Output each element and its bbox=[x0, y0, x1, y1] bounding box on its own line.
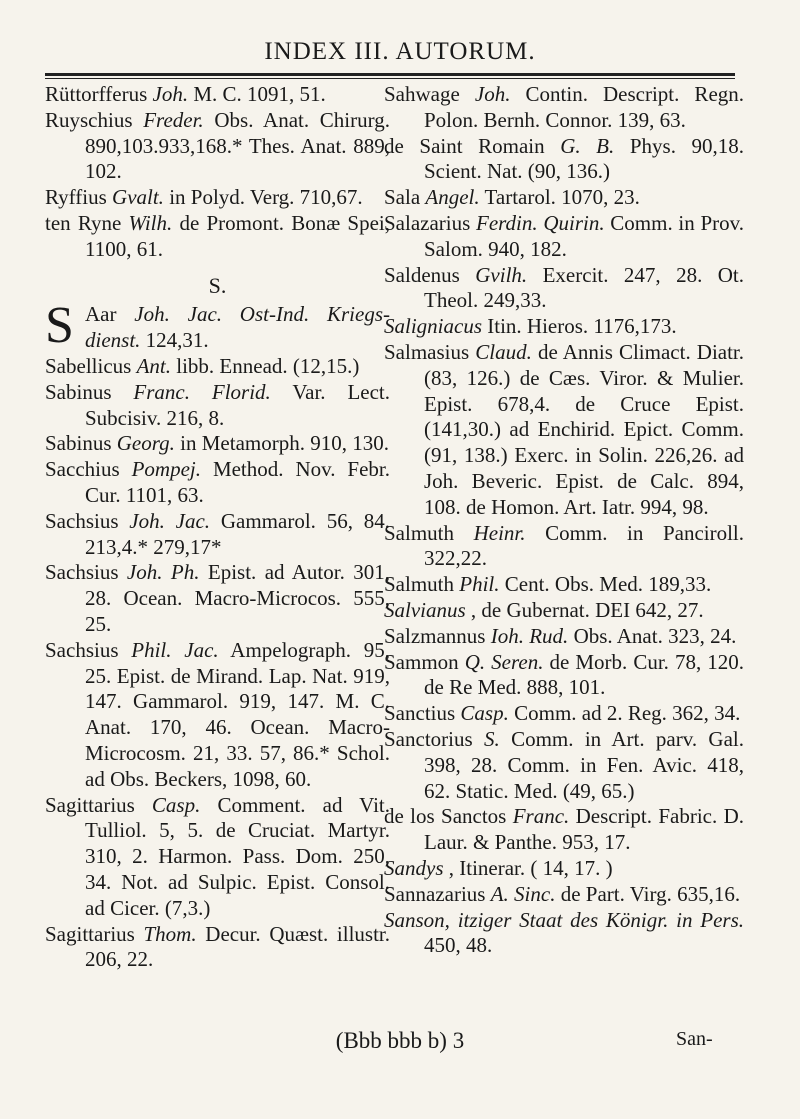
author-given-name: Joh. Ph. bbox=[126, 560, 200, 585]
author-given-name: Sanson, itziger Staat des Königr. in Pers. bbox=[384, 907, 744, 932]
author-name: Sacchius bbox=[45, 457, 120, 482]
index-entry bbox=[384, 211, 744, 263]
author-name: Sammon bbox=[384, 649, 459, 674]
author-given-name: Claud. bbox=[475, 339, 532, 364]
work-reference: Var. Lect. Subcisiv. 216, 8. bbox=[85, 379, 390, 430]
author-given-name: Phil. bbox=[459, 572, 500, 597]
index-entry bbox=[384, 134, 744, 186]
author-given-name: Franc. Florid. bbox=[133, 379, 271, 404]
author-name: Salzmannus bbox=[384, 623, 486, 648]
work-reference: 124,31. bbox=[145, 328, 209, 353]
author-given-name: Ferdin. Quirin. bbox=[476, 210, 605, 235]
author-given-name: Franc. bbox=[512, 804, 570, 829]
index-entry bbox=[384, 598, 744, 624]
author-name: Sagittarius bbox=[45, 792, 135, 817]
index-entry bbox=[45, 922, 390, 974]
work-reference: Phys. 90,18. Scient. Nat. (90, 136.) bbox=[424, 133, 745, 184]
work-reference: Contin. Descript. Regn. Polon. Bernh. Connor. 139, 63. bbox=[424, 82, 745, 132]
work-reference: de Morb. Cur. 78, 120. de Re Med. 888, 101. bbox=[424, 649, 745, 700]
index-entry bbox=[384, 624, 744, 650]
author-given-name: Wilh. bbox=[128, 210, 173, 235]
section-letter: S. bbox=[208, 272, 227, 298]
index-entry bbox=[45, 297, 390, 355]
author-name: Sabellicus bbox=[45, 353, 132, 378]
author-name: Sala bbox=[384, 185, 421, 210]
author-given-name: Joh. Jac. bbox=[129, 508, 211, 533]
author-name: Ruyschius bbox=[45, 107, 133, 132]
work-reference: Tartarol. 1070, 23. bbox=[484, 185, 640, 210]
author-name: Salmuth bbox=[384, 572, 455, 597]
index-entry bbox=[45, 509, 390, 561]
author-given-name: Gvilh. bbox=[475, 262, 528, 287]
author-name: Salmuth bbox=[384, 520, 455, 545]
work-reference: Comm. ad 2. Reg. 362, 34. bbox=[514, 701, 741, 726]
author-name: de los Sanctos bbox=[384, 804, 507, 829]
index-entry bbox=[45, 457, 390, 509]
index-entry bbox=[384, 82, 744, 134]
index-entry bbox=[384, 908, 744, 960]
author-given-name: Casp. bbox=[460, 701, 509, 726]
author-name: Rüttorfferus bbox=[45, 82, 148, 106]
author-given-name: Ioh. Rud. bbox=[490, 623, 569, 648]
work-reference: libb. Ennead. (12,15.) bbox=[176, 353, 360, 378]
author-given-name: Freder. bbox=[143, 107, 204, 132]
author-given-name: Saligniacus bbox=[384, 314, 482, 339]
index-entry bbox=[384, 650, 744, 702]
author-given-name: Thom. bbox=[143, 921, 197, 946]
index-entry bbox=[45, 793, 390, 922]
author-given-name: Joh. Jac. Ost-Ind. Kriegs-dienst. bbox=[85, 302, 390, 353]
author-given-name: Angel. bbox=[425, 185, 480, 210]
work-reference: Comment. ad Vit. Tulliol. 5, 5. de Cruciat. Martyr. 310, 2. Harmon. Pass. Dom. 250, 34. Not. ad Sulpic. Epist. Consol. ad Cicer. (7,3.) bbox=[85, 792, 390, 920]
index-entry bbox=[45, 431, 390, 457]
author-name: Ryffius bbox=[45, 185, 107, 210]
work-reference: Ampelograph. 95, 25. Epist. de Mirand. Lap. Nat. 919, 147. Gammarol. 919, 147. M. C. Anat. 170, 46. Ocean. Macro-Microcosm. 21, 33. 57, 86.* Schol. ad Obs. Beckers, 1098, 60. bbox=[85, 637, 391, 791]
work-reference: Comm. in Panciroll. 322,22. bbox=[424, 520, 745, 571]
work-reference: de Annis Climact. Diatr. (83, 126.) de Cæs. Viror. & Mulier. Epist. 678,4. de Cruce Epist. (141,30.) ad Enchirid. Epict. Comm. (91, 138.) Exerc. in Solin. 226,26. ad Joh. Beveric. Epist. de Calc. 894, 108. de Homon. Art. Iatr. 994, 98. bbox=[424, 339, 745, 519]
author-given-name: Salvianus bbox=[384, 597, 466, 622]
work-reference: Descript. Fabric. D. Laur. & Panthe. 953, 17. bbox=[424, 804, 744, 855]
catchword: San- bbox=[676, 1028, 713, 1050]
author-name: Aar bbox=[85, 302, 135, 327]
work-reference: in Metamorph. 910, 130. bbox=[180, 431, 389, 456]
author-name: Salazarius bbox=[384, 210, 471, 235]
index-entry bbox=[45, 380, 390, 432]
work-reference: , de Gubernat. DEI 642, 27. bbox=[470, 597, 704, 622]
author-given-name: A. Sinc. bbox=[490, 881, 556, 906]
author-name: Saldenus bbox=[384, 262, 460, 287]
work-reference: Obs. Anat. Chirurg. 890,103.933,168.* Thes. Anat. 889, 102. bbox=[85, 107, 390, 184]
index-entry bbox=[45, 211, 390, 263]
index-entry bbox=[384, 727, 744, 804]
author-given-name: Ant. bbox=[136, 353, 171, 378]
author-name: Sanctorius bbox=[384, 726, 473, 751]
right-column bbox=[384, 82, 744, 959]
index-entry bbox=[384, 314, 744, 340]
author-given-name: Q. Seren. bbox=[464, 649, 544, 674]
index-entry bbox=[384, 701, 744, 727]
author-name: Sachsius bbox=[45, 508, 119, 533]
author-given-name: Sandys bbox=[384, 855, 444, 880]
author-given-name: Heinr. bbox=[473, 520, 526, 545]
index-entry bbox=[384, 882, 744, 908]
author-name: de Saint Romain bbox=[384, 133, 545, 158]
author-given-name: Georg. bbox=[116, 431, 175, 456]
author-name: Sabinus bbox=[45, 379, 112, 404]
index-entry bbox=[45, 638, 390, 793]
index-entry bbox=[45, 108, 390, 185]
work-reference: Decur. Quæst. illustr. 206, 22. bbox=[85, 921, 391, 972]
work-reference: M. C. 1091, 51. bbox=[193, 82, 326, 106]
author-name: Sahwage bbox=[384, 82, 460, 106]
index-entry bbox=[384, 263, 744, 315]
index-entry bbox=[384, 804, 744, 856]
index-entry bbox=[45, 354, 390, 380]
work-reference: Method. Nov. Febr. Cur. 1101, 63. bbox=[85, 457, 391, 507]
author-given-name: Phil. Jac. bbox=[131, 637, 219, 662]
work-reference: Cent. Obs. Med. 189,33. bbox=[504, 572, 712, 597]
author-given-name: Joh. bbox=[152, 82, 189, 106]
work-reference: , Itinerar. ( 14, 17. ) bbox=[448, 855, 613, 880]
index-entry bbox=[384, 340, 744, 521]
author-name: Sachsius bbox=[45, 560, 119, 585]
author-given-name: G. B. bbox=[560, 133, 615, 158]
work-reference: de Promont. Bonæ Spei, 1100, 61. bbox=[85, 210, 391, 261]
work-reference: de Part. Virg. 635,16. bbox=[560, 881, 741, 906]
work-reference: Gammarol. 56, 84. 213,4.* 279,17* bbox=[85, 508, 391, 559]
page-title: INDEX III. AUTORUM. bbox=[264, 38, 536, 65]
author-given-name: Gvalt. bbox=[112, 185, 164, 210]
index-entry bbox=[384, 856, 744, 882]
index-entry bbox=[45, 560, 390, 637]
work-reference: 450, 48. bbox=[424, 933, 493, 958]
author-name: ten Ryne bbox=[45, 210, 122, 235]
author-name: Sagittarius bbox=[45, 921, 135, 946]
work-reference: Exercit. 247, 28. Ot. Theol. 249,33. bbox=[424, 262, 745, 313]
work-reference: Comm. in Prov. Salom. 940, 182. bbox=[424, 210, 745, 261]
drop-capital: S bbox=[45, 297, 74, 355]
author-name: Sannazarius bbox=[384, 881, 486, 906]
work-reference: Itin. Hieros. 1176,173. bbox=[487, 314, 677, 339]
author-given-name: S. bbox=[483, 726, 500, 751]
signature-mark: (Bbb bbb b) 3 bbox=[335, 1028, 465, 1053]
work-reference: in Polyd. Verg. 710,67. bbox=[169, 185, 363, 210]
author-given-name: Casp. bbox=[151, 792, 201, 817]
author-name: Salmasius bbox=[384, 339, 470, 364]
author-name: Sanctius bbox=[384, 701, 456, 726]
left-column bbox=[45, 82, 390, 973]
index-entry bbox=[45, 185, 390, 211]
author-name: Sabinus bbox=[45, 431, 112, 456]
index-entry bbox=[45, 82, 390, 108]
index-entry bbox=[384, 185, 744, 211]
author-name: Sachsius bbox=[45, 637, 119, 662]
author-given-name: Joh. bbox=[474, 82, 511, 106]
index-entry bbox=[384, 572, 744, 598]
work-reference: Comm. in Art. parv. Gal. 398, 28. Comm. in Fen. Avic. 418, 62. Static. Med. (49, 65.) bbox=[424, 726, 744, 803]
work-reference: Obs. Anat. 323, 24. bbox=[573, 623, 737, 648]
author-given-name: Pompej. bbox=[131, 457, 201, 482]
work-reference: Epist. ad Autor. 301, 28. Ocean. Macro-Microcos. 555, 25. bbox=[85, 560, 391, 636]
index-entry bbox=[384, 521, 744, 573]
header-rule bbox=[45, 73, 735, 79]
